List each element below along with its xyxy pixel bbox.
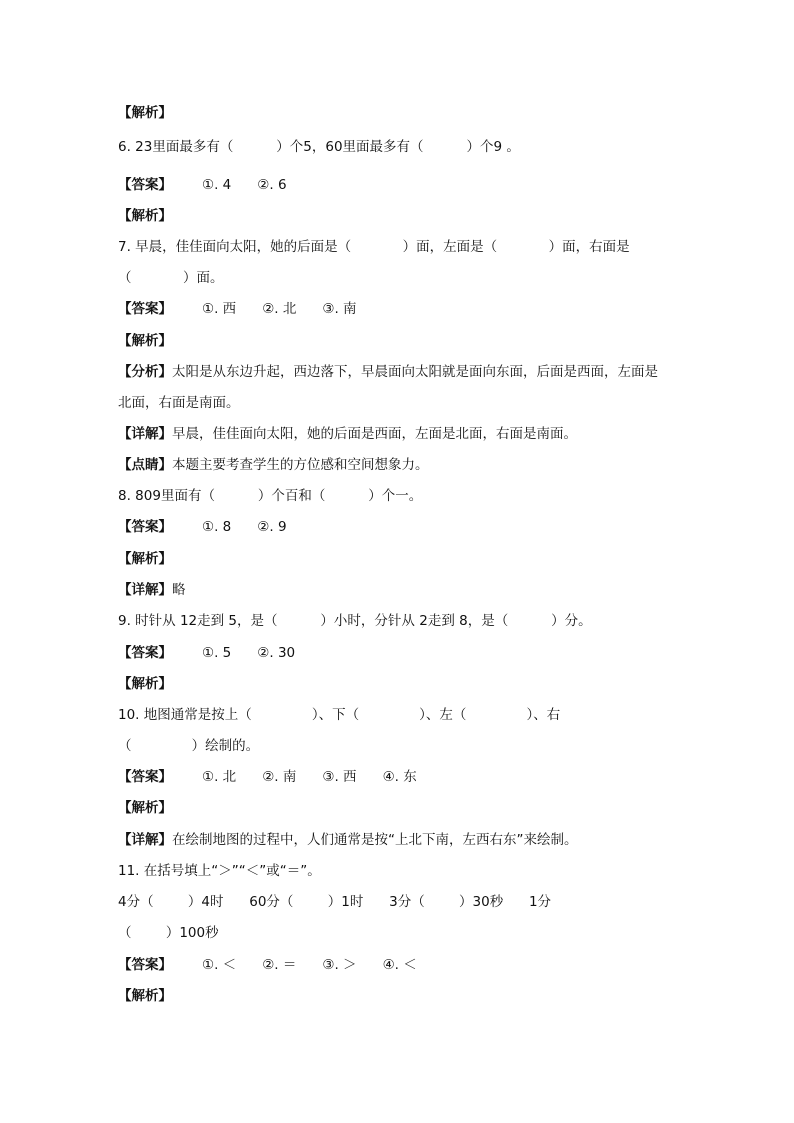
section-tag: 【解析】 [118, 988, 172, 1004]
analysis-heading [118, 549, 172, 569]
text-line [118, 861, 321, 881]
text-line [118, 923, 219, 943]
answer-item: ①. ＜ [202, 957, 237, 973]
answer-item: ④. 东 [382, 769, 417, 785]
answer-line [118, 955, 443, 975]
text-line [118, 830, 578, 850]
analysis-heading [118, 331, 172, 351]
section-tag: 【解析】 [118, 208, 172, 224]
answer-item: ②. ＝ [262, 957, 297, 973]
line-text: （ ）面。 [118, 270, 224, 286]
section-tag: 【详解】 [118, 582, 172, 598]
section-tag: 【答案】 [118, 519, 172, 535]
section-tag: 【点睛】 [118, 457, 172, 473]
answer-line [118, 643, 321, 663]
analysis-heading [118, 206, 172, 226]
analysis-heading [118, 986, 172, 1006]
section-tag: 【答案】 [118, 177, 172, 193]
answer-item: ①. 北 [202, 769, 237, 785]
text-line [118, 362, 658, 382]
line-text: 太阳是从东边升起，西边落下，早晨面向太阳就是面向东面，后面是西面，左面是 [172, 364, 658, 380]
text-line [118, 892, 551, 912]
answer-item: ①. 4 [202, 177, 232, 193]
text-line [118, 486, 422, 506]
section-tag: 【解析】 [118, 105, 172, 121]
text-line [118, 424, 577, 444]
line-text: 本题主要考查学生的方位感和空间想象力。 [172, 457, 429, 473]
section-tag: 【答案】 [118, 957, 172, 973]
analysis-heading [118, 798, 172, 818]
section-tag: 【答案】 [118, 301, 172, 317]
answer-items [202, 643, 321, 663]
section-tag: 【解析】 [118, 551, 172, 567]
answer-line [118, 517, 313, 537]
answer-items [202, 175, 313, 195]
text-line [118, 736, 259, 756]
line-text: 4分（ ）4时 60分（ ）1时 3分（ ）30秒 1分 [118, 894, 552, 910]
line-text: 北面，右面是南面。 [118, 395, 240, 411]
text-line [118, 705, 560, 725]
analysis-heading [118, 103, 172, 123]
line-text: 略 [172, 582, 186, 598]
answer-items [202, 767, 443, 787]
section-tag: 【答案】 [118, 645, 172, 661]
answer-item: ①. 5 [202, 645, 232, 661]
text-line [118, 611, 592, 631]
line-text: 8. 809里面有（ ）个百和（ ）个一。 [118, 488, 423, 504]
answer-item: ③. 西 [322, 769, 357, 785]
line-text: 在绘制地图的过程中，人们通常是按“上北下南，左西右东”来绘制。 [172, 832, 578, 848]
text-line [118, 393, 240, 413]
text-line [118, 137, 520, 157]
section-tag: 【解析】 [118, 676, 172, 692]
text-line [118, 580, 186, 600]
answer-items [202, 299, 383, 319]
answer-item: ②. 北 [262, 301, 297, 317]
line-text: 11. 在括号填上“＞”“＜”或“＝”。 [118, 863, 321, 879]
answer-item: ①. 8 [202, 519, 232, 535]
answer-item: ②. 南 [262, 769, 297, 785]
analysis-heading [118, 674, 172, 694]
line-text: 7. 早晨，佳佳面向太阳，她的后面是（ ）面，左面是（ ）面，右面是 [118, 239, 630, 255]
answer-line [118, 175, 313, 195]
line-text: （ ）绘制的。 [118, 738, 260, 754]
section-tag: 【详解】 [118, 832, 172, 848]
answer-item: ③. 南 [322, 301, 357, 317]
answer-item: ③. ＞ [322, 957, 357, 973]
line-text: 9. 时针从 12走到 5，是（ ）小时，分针从 2走到 8，是（ ）分。 [118, 613, 592, 629]
line-text: 6. 23里面最多有（ ）个5，60里面最多有（ ）个9 。 [118, 139, 520, 155]
section-tag: 【答案】 [118, 769, 172, 785]
section-tag: 【解析】 [118, 800, 172, 816]
text-line [118, 455, 429, 475]
line-text: 早晨，佳佳面向太阳，她的后面是西面，左面是北面，右面是南面。 [172, 426, 577, 442]
section-tag: 【解析】 [118, 333, 172, 349]
answer-line [118, 767, 443, 787]
section-tag: 【分析】 [118, 364, 172, 380]
answer-item: ④. ＜ [382, 957, 417, 973]
section-tag: 【详解】 [118, 426, 172, 442]
text-line [118, 268, 224, 288]
answer-items [202, 955, 443, 975]
text-line [118, 237, 630, 257]
line-text: 10. 地图通常是按上（ ）、下（ ）、左（ ）、右 [118, 707, 561, 723]
answer-item: ①. 西 [202, 301, 237, 317]
answer-item: ②. 9 [257, 519, 287, 535]
answer-items [202, 517, 313, 537]
line-text: （ ）100秒 [118, 925, 219, 941]
answer-line [118, 299, 383, 319]
answer-item: ②. 30 [257, 645, 296, 661]
answer-item: ②. 6 [257, 177, 287, 193]
